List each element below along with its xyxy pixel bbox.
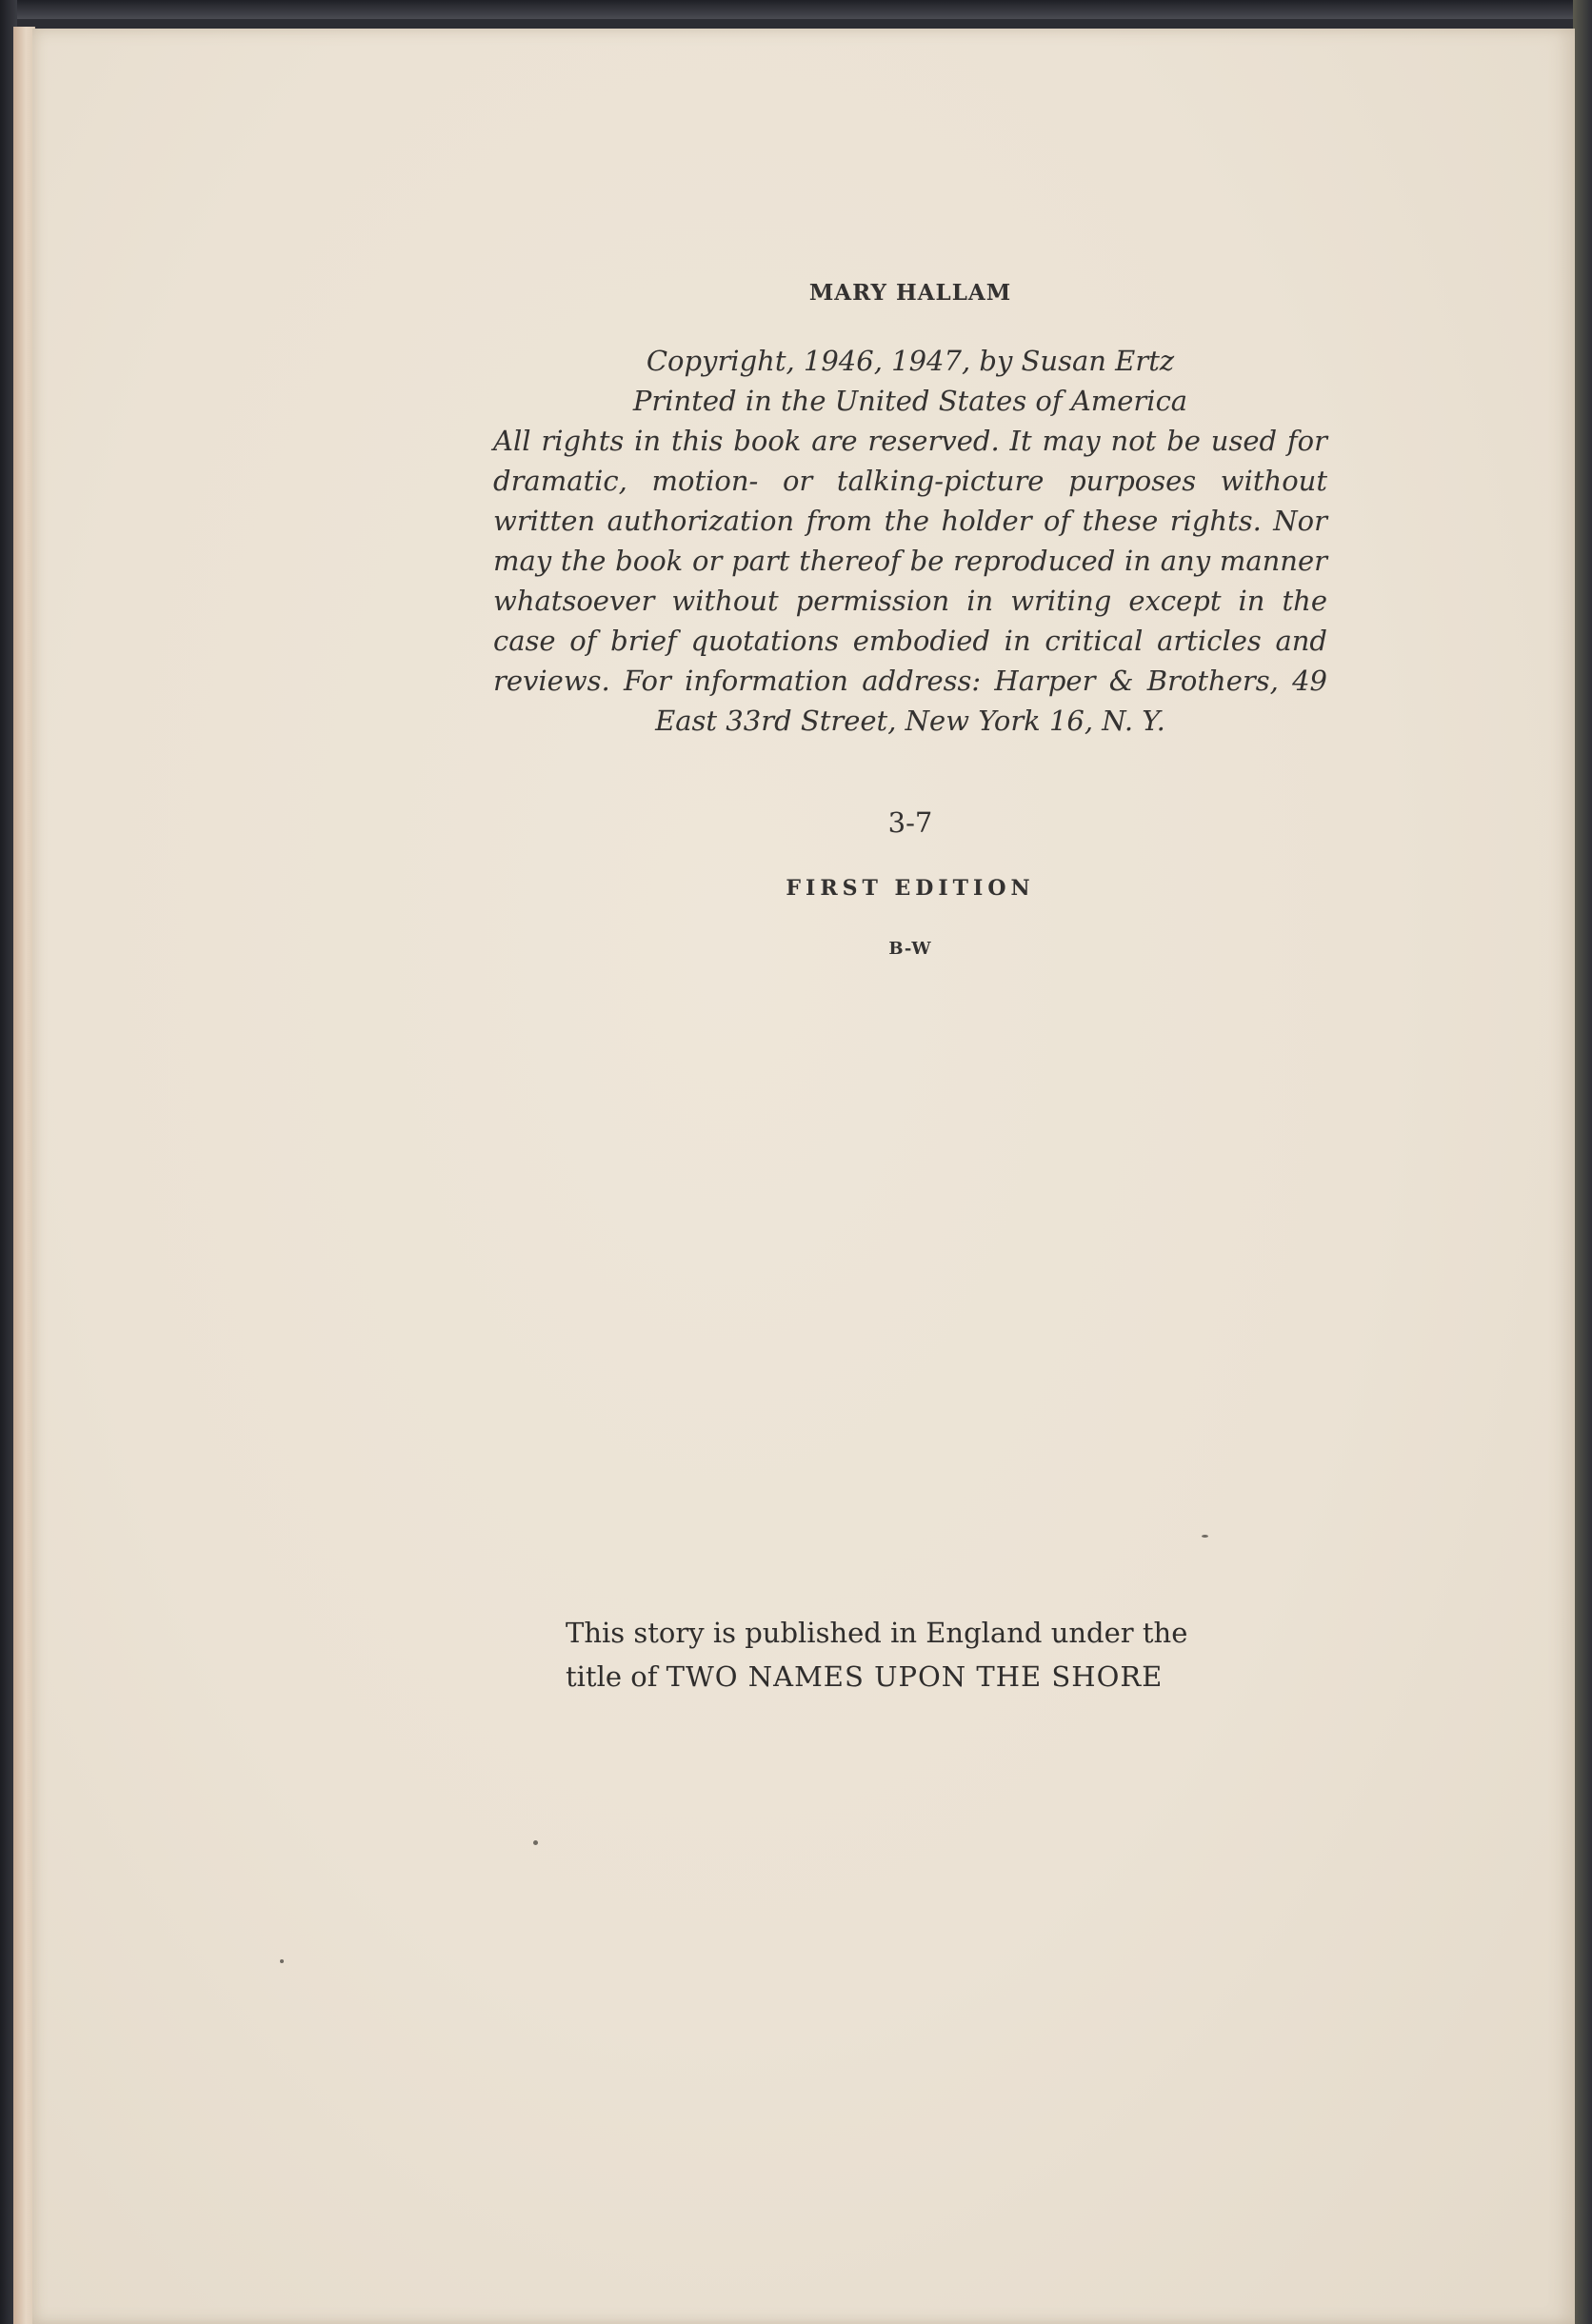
book-cover-top xyxy=(0,0,1592,19)
book-cover-right xyxy=(1573,0,1592,2324)
edition-label: FIRST EDITION xyxy=(786,876,1035,901)
copyright-page xyxy=(32,29,1575,2324)
printer-code: B-W xyxy=(888,939,932,959)
note-line-2 xyxy=(566,1655,1289,1698)
english-title: TWO NAMES UPON THE SHORE xyxy=(666,1660,1164,1693)
publication-note xyxy=(566,1611,1289,1698)
paper-speck xyxy=(1202,1535,1208,1538)
printed-line: Printed in the United States of America xyxy=(632,385,1188,417)
book-title: MARY HALLAM xyxy=(808,280,1012,306)
note-line-1: This story is published in England under the xyxy=(566,1617,1188,1649)
rights-paragraph: All rights in this book are reserved. It may not be used for dramatic, motion- or talking-picture purposes without written authorization from the holder of these rights. Nor may the book or part thereof be reproduced in any manner whatsoever without permission in writing except in the case of brief quotations embodied in critical articles and reviews. For information address: Harper & Brothers, 49 East 33rd Street, New York 16, N. Y. xyxy=(493,425,1327,737)
copyright-line: Copyright, 1946, 1947, by Susan Ertz xyxy=(646,345,1175,377)
printing-code: 3-7 xyxy=(887,806,933,839)
paper-speck xyxy=(280,1959,284,1963)
paper-speck xyxy=(533,1840,538,1845)
note-line-2-prefix: title of xyxy=(566,1660,667,1693)
